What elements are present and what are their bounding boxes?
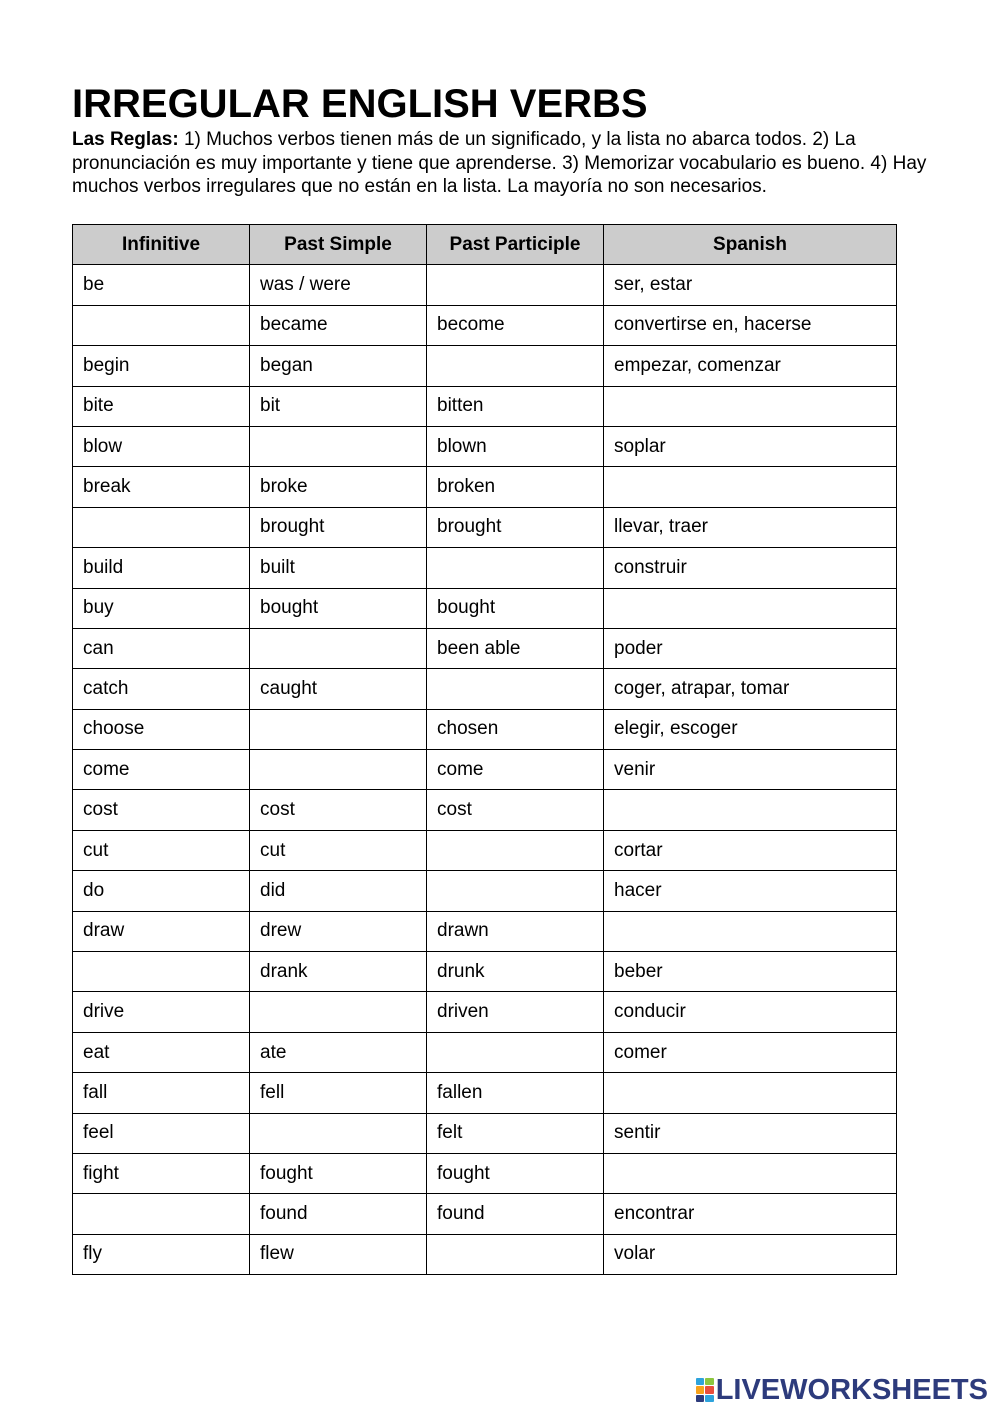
cell-infinitive: draw — [73, 911, 250, 951]
table-row — [73, 588, 897, 628]
rules-paragraph — [72, 128, 932, 199]
cell-past-simple: was / were — [250, 265, 427, 305]
cell-past-simple: bought — [250, 588, 427, 628]
cell-spanish — [604, 467, 897, 507]
brand-name: LIVEWORKSHEETS — [715, 1374, 988, 1406]
table-row — [73, 426, 897, 466]
cell-spanish: comer — [604, 1032, 897, 1072]
cell-infinitive: come — [73, 750, 250, 790]
table-row — [73, 1194, 897, 1234]
cell-infinitive: drive — [73, 992, 250, 1032]
cell-past-participle — [427, 669, 604, 709]
table-row — [73, 790, 897, 830]
cell-spanish: empezar, comenzar — [604, 346, 897, 386]
cell-infinitive: do — [73, 871, 250, 911]
cell-past-participle — [427, 265, 604, 305]
table-row — [73, 871, 897, 911]
logo-square — [696, 1378, 705, 1385]
cell-past-participle: driven — [427, 992, 604, 1032]
table-row — [73, 1113, 897, 1153]
cell-infinitive: eat — [73, 1032, 250, 1072]
cell-spanish: sentir — [604, 1113, 897, 1153]
logo-square — [705, 1378, 714, 1385]
table-row — [73, 669, 897, 709]
cell-past-simple: fell — [250, 1073, 427, 1113]
cell-spanish: hacer — [604, 871, 897, 911]
cell-spanish: poder — [604, 628, 897, 668]
cell-past-participle: cost — [427, 790, 604, 830]
cell-past-simple: bit — [250, 386, 427, 426]
table-row — [73, 265, 897, 305]
cell-past-participle — [427, 830, 604, 870]
cell-infinitive: break — [73, 467, 250, 507]
cell-past-simple: brought — [250, 507, 427, 547]
cell-spanish — [604, 386, 897, 426]
cell-past-participle: chosen — [427, 709, 604, 749]
cell-spanish: coger, atrapar, tomar — [604, 669, 897, 709]
table-row — [73, 548, 897, 588]
cell-infinitive: bite — [73, 386, 250, 426]
table-row — [73, 952, 897, 992]
cell-past-participle: bought — [427, 588, 604, 628]
cell-past-simple — [250, 992, 427, 1032]
cell-past-participle: brought — [427, 507, 604, 547]
page-title: IRREGULAR ENGLISH VERBS — [72, 82, 648, 126]
cell-past-participle: fought — [427, 1153, 604, 1193]
cell-infinitive: fight — [73, 1153, 250, 1193]
logo-square — [705, 1386, 714, 1393]
cell-spanish: conducir — [604, 992, 897, 1032]
cell-past-simple: did — [250, 871, 427, 911]
cell-infinitive: cost — [73, 790, 250, 830]
table-row — [73, 992, 897, 1032]
cell-past-participle: bitten — [427, 386, 604, 426]
cell-spanish: elegir, escoger — [604, 709, 897, 749]
logo-square — [696, 1386, 705, 1393]
table-row — [73, 1153, 897, 1193]
table-row — [73, 709, 897, 749]
cell-past-simple: built — [250, 548, 427, 588]
cell-past-participle — [427, 1032, 604, 1072]
table-row — [73, 507, 897, 547]
cell-past-participle: become — [427, 305, 604, 345]
cell-spanish: llevar, traer — [604, 507, 897, 547]
cell-past-simple: cost — [250, 790, 427, 830]
table-row — [73, 911, 897, 951]
cell-past-simple: began — [250, 346, 427, 386]
table-row — [73, 830, 897, 870]
cell-spanish — [604, 1153, 897, 1193]
table-header-row — [73, 225, 897, 265]
cell-spanish: beber — [604, 952, 897, 992]
cell-infinitive: begin — [73, 346, 250, 386]
table-row — [73, 386, 897, 426]
table-row — [73, 346, 897, 386]
verbs-table — [72, 224, 897, 1275]
cell-spanish — [604, 911, 897, 951]
table-row — [73, 467, 897, 507]
cell-past-participle: been able — [427, 628, 604, 668]
cell-past-participle: found — [427, 1194, 604, 1234]
table-body — [73, 265, 897, 1275]
cell-past-participle: blown — [427, 426, 604, 466]
header-infinitive: Infinitive — [73, 225, 250, 265]
cell-past-simple: fought — [250, 1153, 427, 1193]
cell-infinitive — [73, 507, 250, 547]
cell-spanish — [604, 588, 897, 628]
cell-infinitive — [73, 952, 250, 992]
cell-spanish: encontrar — [604, 1194, 897, 1234]
brand-logo — [696, 1374, 988, 1406]
cell-infinitive: build — [73, 548, 250, 588]
cell-infinitive: catch — [73, 669, 250, 709]
cell-past-simple: found — [250, 1194, 427, 1234]
cell-past-simple: drew — [250, 911, 427, 951]
cell-past-participle — [427, 548, 604, 588]
cell-past-simple — [250, 750, 427, 790]
table-row — [73, 1234, 897, 1274]
cell-past-simple: flew — [250, 1234, 427, 1274]
cell-past-participle: drawn — [427, 911, 604, 951]
cell-past-simple — [250, 628, 427, 668]
table-row — [73, 1073, 897, 1113]
cell-spanish: soplar — [604, 426, 897, 466]
cell-infinitive: blow — [73, 426, 250, 466]
cell-spanish — [604, 1073, 897, 1113]
cell-past-participle: felt — [427, 1113, 604, 1153]
cell-past-simple — [250, 1113, 427, 1153]
cell-past-simple: ate — [250, 1032, 427, 1072]
rules-text: 1) Muchos verbos tienen más de un significado, y la lista no abarca todos. 2) La pronunciación es muy importante y tiene que aprenderse. 3) Memorizar vocabulario es bueno. 4) Hay muchos verbos irregulares que no están en la lista. La mayoría no son necesarios. — [72, 129, 927, 197]
cell-past-participle — [427, 346, 604, 386]
cell-past-simple: cut — [250, 830, 427, 870]
cell-spanish: cortar — [604, 830, 897, 870]
liveworksheets-logo-icon — [696, 1378, 714, 1402]
cell-spanish: construir — [604, 548, 897, 588]
cell-infinitive: fly — [73, 1234, 250, 1274]
cell-infinitive: feel — [73, 1113, 250, 1153]
cell-past-participle: drunk — [427, 952, 604, 992]
cell-infinitive — [73, 1194, 250, 1234]
cell-past-participle: broken — [427, 467, 604, 507]
cell-past-participle — [427, 871, 604, 911]
cell-spanish: venir — [604, 750, 897, 790]
logo-square — [696, 1395, 705, 1402]
header-spanish: Spanish — [604, 225, 897, 265]
logo-square — [705, 1395, 714, 1402]
cell-infinitive: buy — [73, 588, 250, 628]
cell-infinitive — [73, 305, 250, 345]
header-past-participle: Past Participle — [427, 225, 604, 265]
cell-infinitive: fall — [73, 1073, 250, 1113]
cell-past-simple — [250, 709, 427, 749]
table-row — [73, 750, 897, 790]
cell-past-simple: drank — [250, 952, 427, 992]
cell-infinitive: be — [73, 265, 250, 305]
cell-past-simple: became — [250, 305, 427, 345]
table-row — [73, 1032, 897, 1072]
cell-past-simple: broke — [250, 467, 427, 507]
cell-spanish — [604, 790, 897, 830]
table-row — [73, 628, 897, 668]
cell-infinitive: can — [73, 628, 250, 668]
cell-spanish: ser, estar — [604, 265, 897, 305]
cell-past-participle — [427, 1234, 604, 1274]
cell-past-simple — [250, 426, 427, 466]
cell-past-participle: come — [427, 750, 604, 790]
cell-past-simple: caught — [250, 669, 427, 709]
cell-infinitive: choose — [73, 709, 250, 749]
cell-spanish: volar — [604, 1234, 897, 1274]
header-past-simple: Past Simple — [250, 225, 427, 265]
rules-label: Las Reglas: — [72, 129, 179, 150]
cell-infinitive: cut — [73, 830, 250, 870]
cell-past-participle: fallen — [427, 1073, 604, 1113]
cell-spanish: convertirse en, hacerse — [604, 305, 897, 345]
table-row — [73, 305, 897, 345]
